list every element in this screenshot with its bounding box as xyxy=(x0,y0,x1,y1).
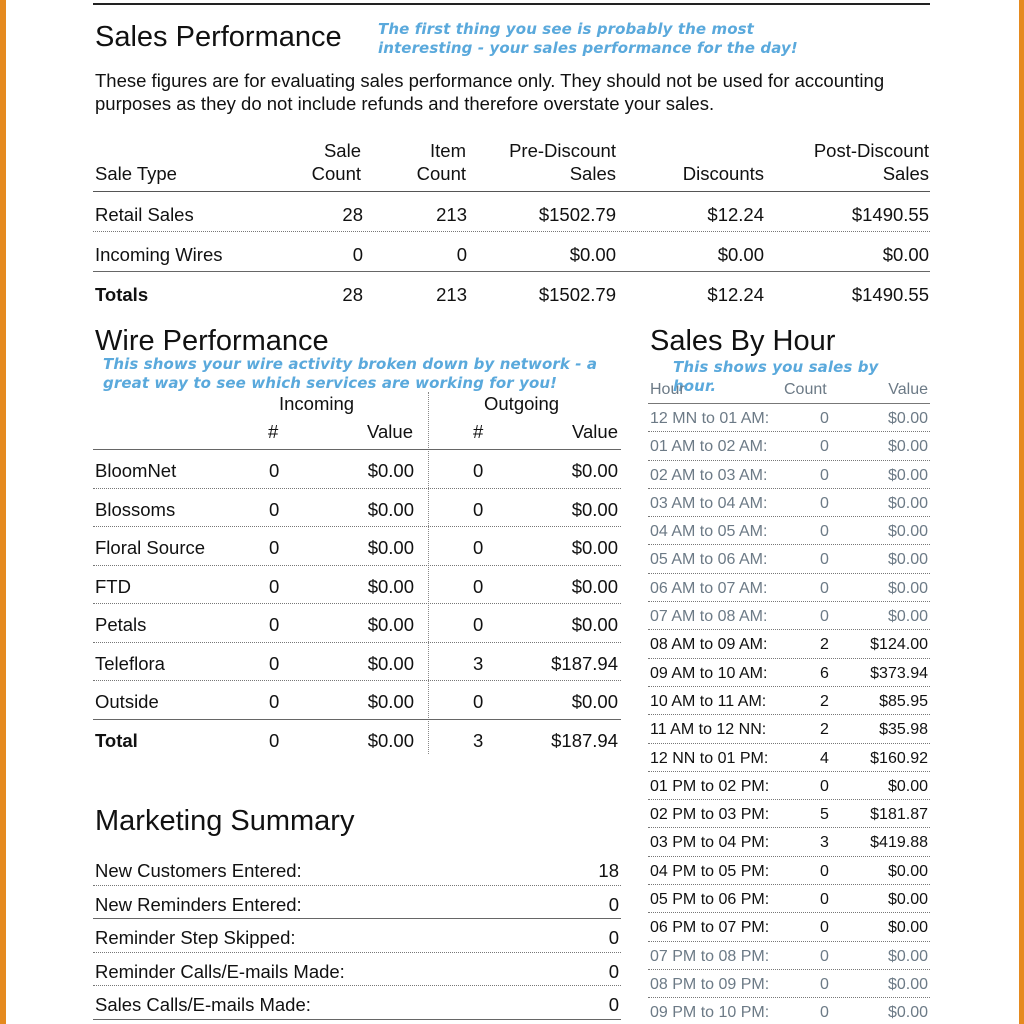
cell-value: $0.00 xyxy=(887,438,928,456)
cell-hour: 05 PM to 06 PM: xyxy=(650,891,770,909)
table-row xyxy=(648,715,930,743)
cell-in-value: $0.00 xyxy=(367,729,414,751)
cell-count: 0 xyxy=(820,494,829,512)
totals-row xyxy=(93,272,930,312)
header-outgoing: Outgoing xyxy=(484,393,560,414)
cell-in-value: $0.00 xyxy=(367,691,414,712)
cell-count: 0 xyxy=(820,438,829,456)
header-post-discount xyxy=(783,139,929,185)
sales-performance-intro: These figures are for evaluating sales performance only. They should not be used for accounting purposes as they do not include refunds and therefore overstate your sales. xyxy=(95,70,885,114)
table-row xyxy=(93,643,621,682)
cell-value: $419.88 xyxy=(870,834,928,852)
wire-performance-table xyxy=(93,390,621,758)
cell-item-count: 213 xyxy=(436,204,467,225)
cell-in-count: 0 xyxy=(269,575,280,597)
cell-count: 0 xyxy=(820,608,829,626)
table-row xyxy=(648,404,930,432)
cell-out-value: $187.94 xyxy=(551,652,618,674)
marketing-value: 0 xyxy=(608,893,619,915)
header-pre-discount xyxy=(483,139,616,185)
cell-hour: 06 AM to 07 AM: xyxy=(650,579,768,597)
top-rule xyxy=(93,3,930,5)
cell-count: 0 xyxy=(820,777,829,795)
sales-by-hour-rows xyxy=(648,404,930,1024)
table-row xyxy=(648,489,930,517)
table-row xyxy=(648,857,930,885)
cell-out-value: $0.00 xyxy=(571,691,618,712)
cell-hour: 04 AM to 05 AM: xyxy=(650,523,768,541)
table-row xyxy=(648,998,930,1024)
cell-out-count: 0 xyxy=(473,575,484,597)
table-row xyxy=(93,681,621,720)
cell-value: $0.00 xyxy=(887,891,928,909)
totals-row xyxy=(93,720,621,759)
cell-in-count: 0 xyxy=(269,729,280,751)
cell-network: Teleflora xyxy=(95,652,165,674)
table-row xyxy=(93,489,621,528)
cell-count: 0 xyxy=(820,466,829,484)
sales-by-hour-title: Sales By Hour xyxy=(650,325,836,357)
cell-hour: 08 PM to 09 PM: xyxy=(650,975,770,993)
header-value: Value xyxy=(888,381,928,398)
cell-value: $0.00 xyxy=(887,579,928,597)
cell-out-count: 0 xyxy=(473,691,484,712)
cell-in-value: $0.00 xyxy=(367,652,414,674)
cell-out-value: $0.00 xyxy=(571,460,618,481)
header-post-discount-line2: Sales xyxy=(882,163,929,184)
cell-in-count: 0 xyxy=(269,498,280,520)
cell-pre-discount: $1502.79 xyxy=(538,284,616,305)
cell-in-count: 0 xyxy=(269,460,280,481)
header-item-count-line2: Count xyxy=(416,163,466,184)
header-item-count-line1: Item xyxy=(430,140,466,161)
cell-hour: 03 AM to 04 AM: xyxy=(650,494,768,512)
cell-out-count: 0 xyxy=(473,537,484,558)
cell-hour: 06 PM to 07 PM: xyxy=(650,919,770,937)
cell-out-value: $0.00 xyxy=(571,498,618,520)
table-header-groups xyxy=(93,390,621,416)
marketing-summary-table xyxy=(93,852,621,1020)
table-row xyxy=(648,432,930,460)
cell-count: 0 xyxy=(820,410,829,427)
cell-in-value: $0.00 xyxy=(367,537,414,558)
cell-value: $85.95 xyxy=(879,692,928,710)
cell-count: 2 xyxy=(820,692,829,710)
cell-in-count: 0 xyxy=(269,691,280,712)
cell-out-value: $0.00 xyxy=(571,614,618,635)
cell-out-count: 0 xyxy=(473,460,484,481)
cell-count: 0 xyxy=(820,891,829,909)
cell-count: 0 xyxy=(820,523,829,541)
header-out-count: # xyxy=(473,421,484,442)
cell-hour: 09 AM to 10 AM: xyxy=(650,664,768,682)
cell-out-count: 3 xyxy=(473,729,484,751)
table-row xyxy=(648,659,930,687)
cell-post-discount: $1490.55 xyxy=(851,284,929,305)
table-row xyxy=(648,744,930,772)
cell-value: $160.92 xyxy=(870,749,928,767)
table-row xyxy=(648,687,930,715)
cell-discounts: $12.24 xyxy=(707,204,764,225)
header-count: Count xyxy=(784,381,827,398)
wire-performance-note-line1: This shows your wire activity broken down by network - a xyxy=(103,355,598,373)
cell-hour: 09 PM to 10 PM: xyxy=(650,1004,770,1022)
cell-hour: 01 AM to 02 AM: xyxy=(650,438,768,456)
cell-count: 4 xyxy=(820,749,829,767)
cell-value: $0.00 xyxy=(887,777,928,795)
table-row xyxy=(93,450,621,489)
table-row xyxy=(648,517,930,545)
cell-value: $0.00 xyxy=(887,494,928,512)
header-item-count xyxy=(383,139,466,185)
wire-performance-title: Wire Performance xyxy=(95,325,329,357)
marketing-label: Reminder Step Skipped: xyxy=(95,927,296,948)
sales-by-hour-table xyxy=(648,378,930,1024)
table-row xyxy=(648,630,930,658)
cell-value: $0.00 xyxy=(887,975,928,993)
cell-network: Floral Source xyxy=(95,537,206,558)
table-row xyxy=(648,828,930,856)
marketing-label: New Customers Entered: xyxy=(95,860,302,881)
marketing-summary-title: Marketing Summary xyxy=(95,805,355,837)
marketing-label: Reminder Calls/E-mails Made: xyxy=(95,960,345,982)
cell-pre-discount: $1502.79 xyxy=(538,204,616,225)
table-row xyxy=(93,232,930,272)
cell-count: 5 xyxy=(820,806,829,824)
marketing-value: 18 xyxy=(598,860,619,881)
cell-in-value: $0.00 xyxy=(367,460,414,481)
list-item xyxy=(93,953,621,987)
table-header xyxy=(93,138,930,192)
sales-performance-table xyxy=(93,138,930,312)
header-out-value: Value xyxy=(572,421,618,442)
cell-value: $0.00 xyxy=(887,466,928,484)
table-row xyxy=(648,800,930,828)
cell-out-value: $187.94 xyxy=(551,729,618,751)
cell-network: Outside xyxy=(95,691,159,712)
cell-count: 0 xyxy=(820,551,829,569)
cell-count: 3 xyxy=(820,834,829,852)
cell-value: $0.00 xyxy=(887,862,928,880)
header-discounts: Discounts xyxy=(682,163,764,184)
cell-network: FTD xyxy=(95,575,131,597)
marketing-value: 0 xyxy=(608,927,619,948)
cell-post-discount: $1490.55 xyxy=(851,204,929,225)
list-item xyxy=(93,886,621,920)
cell-hour: 04 PM to 05 PM: xyxy=(650,862,770,880)
table-header xyxy=(93,416,621,450)
cell-count: 2 xyxy=(820,721,829,739)
cell-value: $0.00 xyxy=(887,410,928,427)
cell-hour: 12 MN to 01 AM: xyxy=(650,410,770,427)
cell-sale-type: Retail Sales xyxy=(95,204,194,225)
cell-count: 0 xyxy=(820,947,829,965)
cell-discounts: $12.24 xyxy=(707,284,764,305)
cell-out-count: 3 xyxy=(473,652,484,674)
cell-hour: 12 NN to 01 PM: xyxy=(650,749,769,767)
cell-hour: 11 AM to 12 NN: xyxy=(650,721,767,739)
cell-out-count: 0 xyxy=(473,614,484,635)
cell-pre-discount: $0.00 xyxy=(569,244,616,265)
cell-count: 0 xyxy=(820,975,829,993)
cell-in-value: $0.00 xyxy=(367,498,414,520)
header-sale-type: Sale Type xyxy=(95,163,177,184)
table-row xyxy=(648,461,930,489)
wire-performance-note-line2: great way to see which services are working for you! xyxy=(103,374,558,392)
orange-frame-right xyxy=(1019,0,1024,1024)
cell-value: $0.00 xyxy=(887,1004,928,1022)
cell-discounts: $0.00 xyxy=(717,244,764,265)
cell-hour: 10 AM to 11 AM: xyxy=(650,692,767,710)
header-post-discount-line1: Post-Discount xyxy=(813,140,929,161)
table-row xyxy=(648,772,930,800)
table-row xyxy=(93,566,621,605)
table-row xyxy=(93,527,621,566)
cell-hour: 08 AM to 09 AM: xyxy=(650,636,768,654)
table-row xyxy=(93,192,930,232)
sales-performance-title: Sales Performance xyxy=(95,21,342,53)
cell-in-value: $0.00 xyxy=(367,575,414,597)
cell-sale-count: 28 xyxy=(342,204,363,225)
cell-count: 0 xyxy=(820,919,829,937)
header-hour: Hour xyxy=(650,381,685,398)
list-item xyxy=(93,919,621,953)
list-item xyxy=(93,852,621,886)
table-row xyxy=(648,913,930,941)
table-row xyxy=(648,970,930,998)
cell-hour: 02 AM to 03 AM: xyxy=(650,466,768,484)
cell-out-count: 0 xyxy=(473,498,484,520)
list-item xyxy=(93,986,621,1020)
table-row xyxy=(648,885,930,913)
cell-network: BloomNet xyxy=(95,460,177,481)
header-in-count: # xyxy=(268,421,279,442)
cell-count: 0 xyxy=(820,579,829,597)
header-sale-count xyxy=(283,139,361,185)
cell-in-count: 0 xyxy=(269,614,280,635)
cell-totals-label: Totals xyxy=(95,284,149,305)
cell-value: $0.00 xyxy=(887,608,928,626)
cell-item-count: 213 xyxy=(436,284,467,305)
header-pre-discount-line1: Pre-Discount xyxy=(509,140,616,161)
header-pre-discount-line2: Sales xyxy=(569,163,616,184)
cell-post-discount: $0.00 xyxy=(882,244,929,265)
cell-total-label: Total xyxy=(95,729,138,751)
cell-value: $124.00 xyxy=(870,636,928,654)
cell-hour: 05 AM to 06 AM: xyxy=(650,551,768,569)
cell-hour: 02 PM to 03 PM: xyxy=(650,806,770,824)
cell-count: 0 xyxy=(820,862,829,880)
cell-value: $181.87 xyxy=(870,806,928,824)
cell-out-value: $0.00 xyxy=(571,575,618,597)
cell-count: 2 xyxy=(820,636,829,654)
table-row xyxy=(93,604,621,643)
header-incoming: Incoming xyxy=(279,393,355,414)
table-row xyxy=(648,574,930,602)
cell-value: $0.00 xyxy=(887,947,928,965)
cell-item-count: 0 xyxy=(456,244,467,265)
cell-value: $35.98 xyxy=(879,721,928,739)
table-row xyxy=(648,602,930,630)
cell-value: $0.00 xyxy=(887,551,928,569)
cell-value: $0.00 xyxy=(887,919,928,937)
cell-sale-type: Incoming Wires xyxy=(95,244,223,265)
cell-hour: 01 PM to 02 PM: xyxy=(650,777,770,795)
cell-hour: 07 AM to 08 AM: xyxy=(650,608,768,626)
cell-hour: 07 PM to 08 PM: xyxy=(650,947,770,965)
header-sale-count-line1: Sale xyxy=(323,140,361,161)
cell-count: 0 xyxy=(820,1004,829,1022)
table-row xyxy=(648,545,930,573)
marketing-label: Sales Calls/E-mails Made: xyxy=(95,994,311,1015)
table-header xyxy=(648,378,930,404)
cell-sale-count: 0 xyxy=(352,244,363,265)
table-row xyxy=(648,942,930,970)
cell-hour: 03 PM to 04 PM: xyxy=(650,834,770,852)
cell-in-count: 0 xyxy=(269,652,280,674)
cell-out-value: $0.00 xyxy=(571,537,618,558)
orange-frame-left xyxy=(0,0,6,1024)
cell-network: Blossoms xyxy=(95,498,176,520)
sales-by-hour-note: This shows you sales by hour. xyxy=(673,358,879,395)
cell-value: $0.00 xyxy=(887,523,928,541)
marketing-value: 0 xyxy=(608,994,619,1015)
header-sale-count-line2: Count xyxy=(311,163,361,184)
cell-network: Petals xyxy=(95,614,147,635)
cell-count: 6 xyxy=(820,664,829,682)
cell-in-count: 0 xyxy=(269,537,280,558)
cell-value: $373.94 xyxy=(870,664,928,682)
cell-in-value: $0.00 xyxy=(367,614,414,635)
cell-sale-count: 28 xyxy=(342,284,363,305)
marketing-label: New Reminders Entered: xyxy=(95,893,302,915)
wire-performance-note xyxy=(103,355,603,393)
header-in-value: Value xyxy=(367,421,413,442)
marketing-value: 0 xyxy=(608,960,619,982)
sales-performance-note: The first thing you see is probably the most interesting - your sales performance for the day! xyxy=(378,20,798,57)
